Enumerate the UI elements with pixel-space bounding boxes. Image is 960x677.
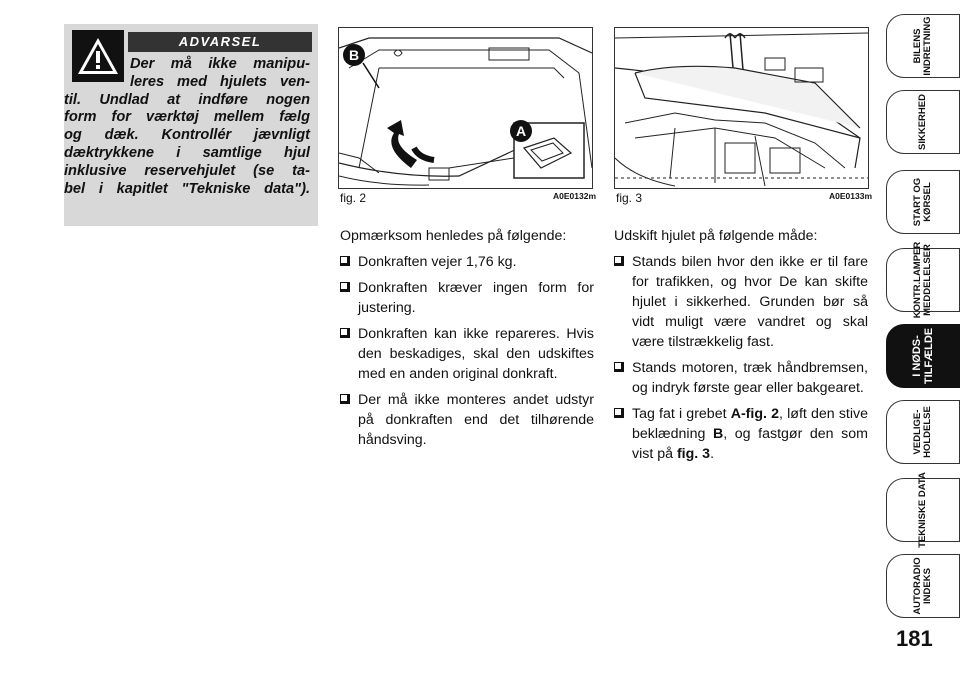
page-number: 181 <box>896 626 933 651</box>
list-item-text: Stands bilen hvor den ikke er til fare for trafikken, og hvor De kan skifte hjulet i sikkerhed. Grunden bør så vidt muligt være vandret og skal være tilstrækkelig fast. <box>632 254 868 350</box>
figure-reference: A-fig. 2 <box>730 406 780 422</box>
warning-line: inklusive reservehjulet (se ta- <box>64 162 310 179</box>
checkbox-bullet-icon <box>340 256 350 266</box>
list-item-text <box>632 406 868 462</box>
warning-text <box>64 56 310 198</box>
tab-start-og-korsel[interactable] <box>886 170 960 234</box>
chapter-tabs <box>886 0 960 677</box>
list-item <box>340 252 594 272</box>
tab-autoradio-indeks[interactable] <box>886 554 960 618</box>
warning-line: bel i kapitlet "Tekniske data"). <box>64 180 310 197</box>
checkbox-bullet-icon <box>614 362 624 372</box>
figure-3-caption: fig. 3 <box>616 191 643 205</box>
warning-line: dæktrykkene i samtlige hjul <box>64 144 310 161</box>
figure-2-code: A0E0132m <box>553 191 597 201</box>
tab-label: SIKKERHED <box>917 94 928 150</box>
tab-label: START OG KØRSEL <box>912 177 933 227</box>
warning-line: form for værktøj mellem fælg <box>64 109 310 126</box>
warning-heading: ADVARSEL <box>128 32 312 52</box>
text-run: Tag fat i grebet <box>632 406 731 422</box>
list-item <box>340 390 594 450</box>
checkbox-bullet-icon <box>340 394 350 404</box>
part-reference: B <box>712 426 724 442</box>
warning-line: leres med hjulets ven- <box>130 73 310 90</box>
list-item <box>614 404 868 464</box>
figure-reference: fig. 3 <box>676 446 711 462</box>
list-item-text: Donkraften kan ikke repareres. Hvis den beskadiges, skal den udskiftes med en anden original donkraft. <box>358 326 594 382</box>
tab-label: AUTORADIO INDEKS <box>912 557 933 615</box>
checkbox-bullet-icon <box>614 256 624 266</box>
tab-tekniske-data[interactable] <box>886 472 960 548</box>
warning-box <box>64 24 318 226</box>
tab-label: BILENS INDRETNING <box>912 16 933 76</box>
figure-3-trunk-illustration <box>614 27 869 189</box>
figure-label-b: B <box>348 47 360 63</box>
list-item-text: Donkraften vejer 1,76 kg. <box>358 254 517 270</box>
text-run: , løft den stive beklædning <box>632 406 869 442</box>
checkbox-bullet-icon <box>340 328 350 338</box>
tab-label: I NØDS- TILFÆLDE <box>911 327 935 385</box>
warning-line: Der må ikke manipu- <box>130 56 310 72</box>
tab-kontrollamper[interactable] <box>886 241 960 319</box>
checkbox-bullet-icon <box>614 408 624 418</box>
list-item <box>340 278 594 318</box>
column-2-intro: Udskift hjulet på følgende måde: <box>614 228 818 244</box>
column-2 <box>614 226 868 470</box>
column-1 <box>340 226 594 456</box>
figure-3-code: A0E0133m <box>829 191 873 201</box>
list-item-text: Der må ikke monteres andet udstyr på donkraften end det tilhørende håndsving. <box>358 392 594 448</box>
tab-sikkerhed[interactable] <box>886 90 960 154</box>
checkbox-bullet-icon <box>340 282 350 292</box>
column-1-intro: Opmærksom henledes på følgende: <box>340 228 567 244</box>
text-run: , og fastgør den som vist på <box>632 426 868 462</box>
figure-2-trunk-illustration <box>338 27 593 189</box>
tab-vedligeholdelse[interactable] <box>886 400 960 464</box>
tab-i-nodstilfaelde[interactable] <box>886 324 960 388</box>
warning-line: og dæk. Kontrollér jævnligt <box>64 127 310 144</box>
tab-label: VEDLIGE- HOLDELSE <box>912 406 933 458</box>
list-item <box>340 324 594 384</box>
list-item-text: Donkraften kræver ingen form for justering. <box>358 280 594 316</box>
text-run: . <box>710 446 715 462</box>
list-item <box>614 358 868 398</box>
list-item <box>614 252 868 352</box>
figure-2-caption: fig. 2 <box>340 191 367 205</box>
figure-label-a: A <box>515 123 527 139</box>
list-item-text: Stands motoren, træk håndbremsen, og indryk første gear eller bakgearet. <box>632 360 868 396</box>
warning-line: til. Undlad at indføre nogen <box>64 91 310 108</box>
tab-label: KONTR.LAMPER MEDDELELSER <box>912 241 933 319</box>
tab-bilens-indretning[interactable] <box>886 14 960 78</box>
tab-label: TEKNISKE DATA <box>917 472 928 548</box>
